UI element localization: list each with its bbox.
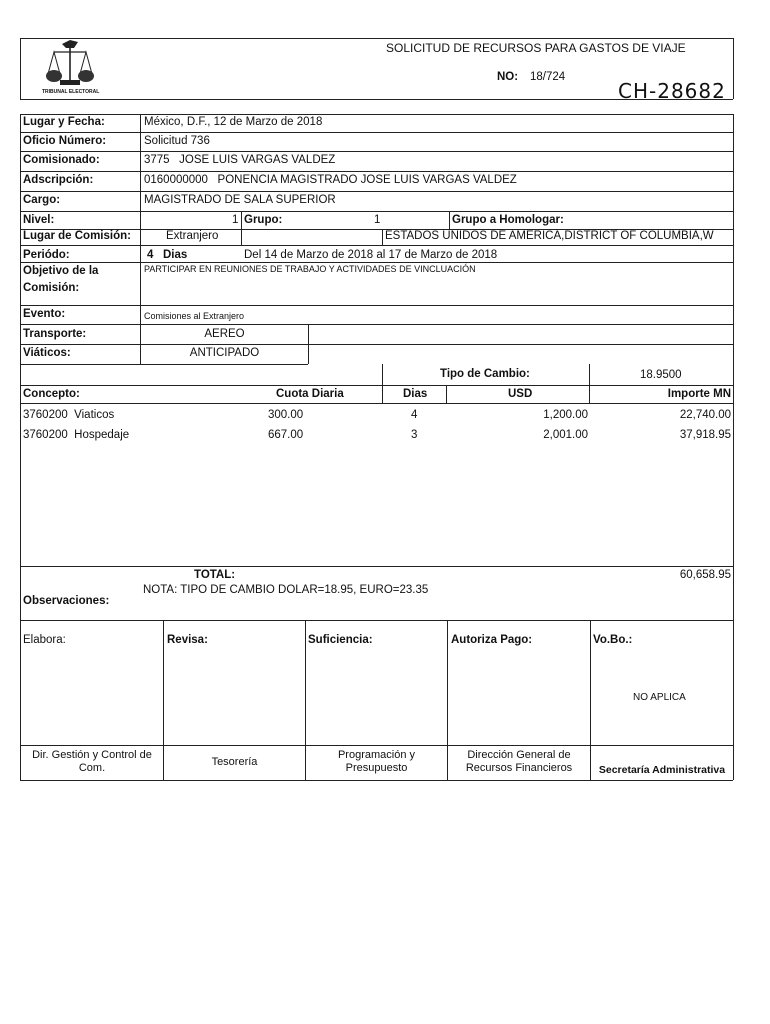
lugar-label: Lugar y Fecha: [23,116,105,128]
row-concepto: 3760200 Hospedaje [23,429,130,441]
row-importe: 37,918.95 [679,429,731,441]
col-dias: Dias [403,388,428,400]
lugar-value: México, D.F., 12 de Marzo de 2018 [144,116,323,128]
dept-gestion-line1: Dir. Gestión y Control de [32,749,152,761]
total-value: 60,658.95 [679,569,731,581]
tipo-cambio-value: 18.9500 [640,369,682,381]
comisionado-label: Comisionado: [23,154,100,166]
sig-suficiencia: Suficiencia: [308,634,373,646]
periodo-label: Periódo: [23,249,70,261]
dept-gestion [21,749,163,775]
dept-gestion-line2: Com. [78,762,106,774]
row-dias: 4 [411,409,418,421]
form-title: SOLICITUD DE RECURSOS PARA GASTOS DE VIAJE [386,41,686,55]
dept-direccion-line1: Dirección General de [467,749,571,761]
objetivo-label-1: Objetivo de la [23,265,99,277]
viaticos-label: Viáticos: [23,347,71,359]
row-importe: 22,740.00 [679,409,731,421]
col-importe: Importe MN [667,388,731,400]
no-label: NO: [497,71,519,83]
sig-autoriza: Autoriza Pago: [451,634,533,646]
oficio-value: Solicitud 736 [144,135,210,147]
dept-programacion-line1: Programación y [337,749,416,761]
nivel-label: Nivel: [23,214,55,226]
transporte-value: AEREO [204,328,245,340]
objetivo-label-2: Comisión: [23,282,80,294]
dept-programacion-line2: Presupuesto [345,762,408,774]
sig-elabora: Elabora: [23,634,66,646]
adscripcion-value: 0160000000 PONENCIA MAGISTRADO JOSE LUIS VARGAS VALDEZ [144,174,517,186]
sig-vobo: Vo.Bo.: [593,634,633,646]
viaticos-value: ANTICIPADO [189,347,260,359]
periodo-range: Del 14 de Marzo de 2018 al 17 de Marzo de 2018 [244,249,498,261]
row-cuota: 300.00 [268,409,304,421]
logo-text: TRIBUNAL ELECTORAL [42,89,100,95]
col-cuota: Cuota Diaria [276,388,344,400]
row-usd: 2,001.00 [543,429,588,441]
oficio-label: Oficio Número: [23,135,107,147]
dept-direccion-line2: Recursos Financieros [465,762,573,774]
row-cuota: 667.00 [268,429,304,441]
grupo-homologar-label: Grupo a Homologar: [452,214,564,226]
observaciones-note: NOTA: TIPO DE CAMBIO DOLAR=18.95, EURO=23.35 [143,584,429,596]
evento-label: Evento: [23,308,66,320]
comisionado-value: 3775 JOSE LUIS VARGAS VALDEZ [144,154,336,166]
adscripcion-label: Adscripción: [23,174,94,186]
col-concepto: Concepto: [23,388,80,400]
evento-value: Comisiones al Extranjero [144,311,245,321]
periodo-days: 4 Dias [147,249,188,261]
cargo-value: MAGISTRADO DE SALA SUPERIOR [144,194,336,206]
row-concepto: 3760200 Viaticos [23,409,115,421]
lugar-comision-label: Lugar de Comisión: [23,230,131,242]
dept-tesoreria: Tesorería [211,756,258,768]
tipo-cambio-label: Tipo de Cambio: [440,368,530,380]
lugar-comision-dest: ESTADOS UNIDOS DE AMERICA,DISTRICT OF COLUMBIA,W [385,230,714,242]
dept-direccion [448,749,590,775]
row-usd: 1,200.00 [543,409,588,421]
dept-secretaria: Secretaría Administrativa [598,764,726,776]
transporte-label: Transporte: [23,328,87,340]
no-value: 18/724 [530,71,566,83]
observaciones-label: Observaciones: [23,595,110,607]
sig-revisa: Revisa: [167,634,208,646]
total-label: TOTAL: [194,569,236,581]
grupo-value: 1 [374,214,381,226]
dept-programacion [306,749,447,775]
col-usd: USD [508,388,533,400]
grupo-label: Grupo: [244,214,283,226]
no-aplica: NO APLICA [633,692,686,703]
lugar-comision-value: Extranjero [166,230,219,242]
objetivo-value: PARTICIPAR EN REUNIONES DE TRABAJO Y ACTIVIDADES DE VINCLUACIÓN [144,264,476,274]
row-dias: 3 [411,429,418,441]
handwritten-number: CH-28682 [618,79,726,103]
nivel-value: 1 [232,214,239,226]
cargo-label: Cargo: [23,194,61,206]
